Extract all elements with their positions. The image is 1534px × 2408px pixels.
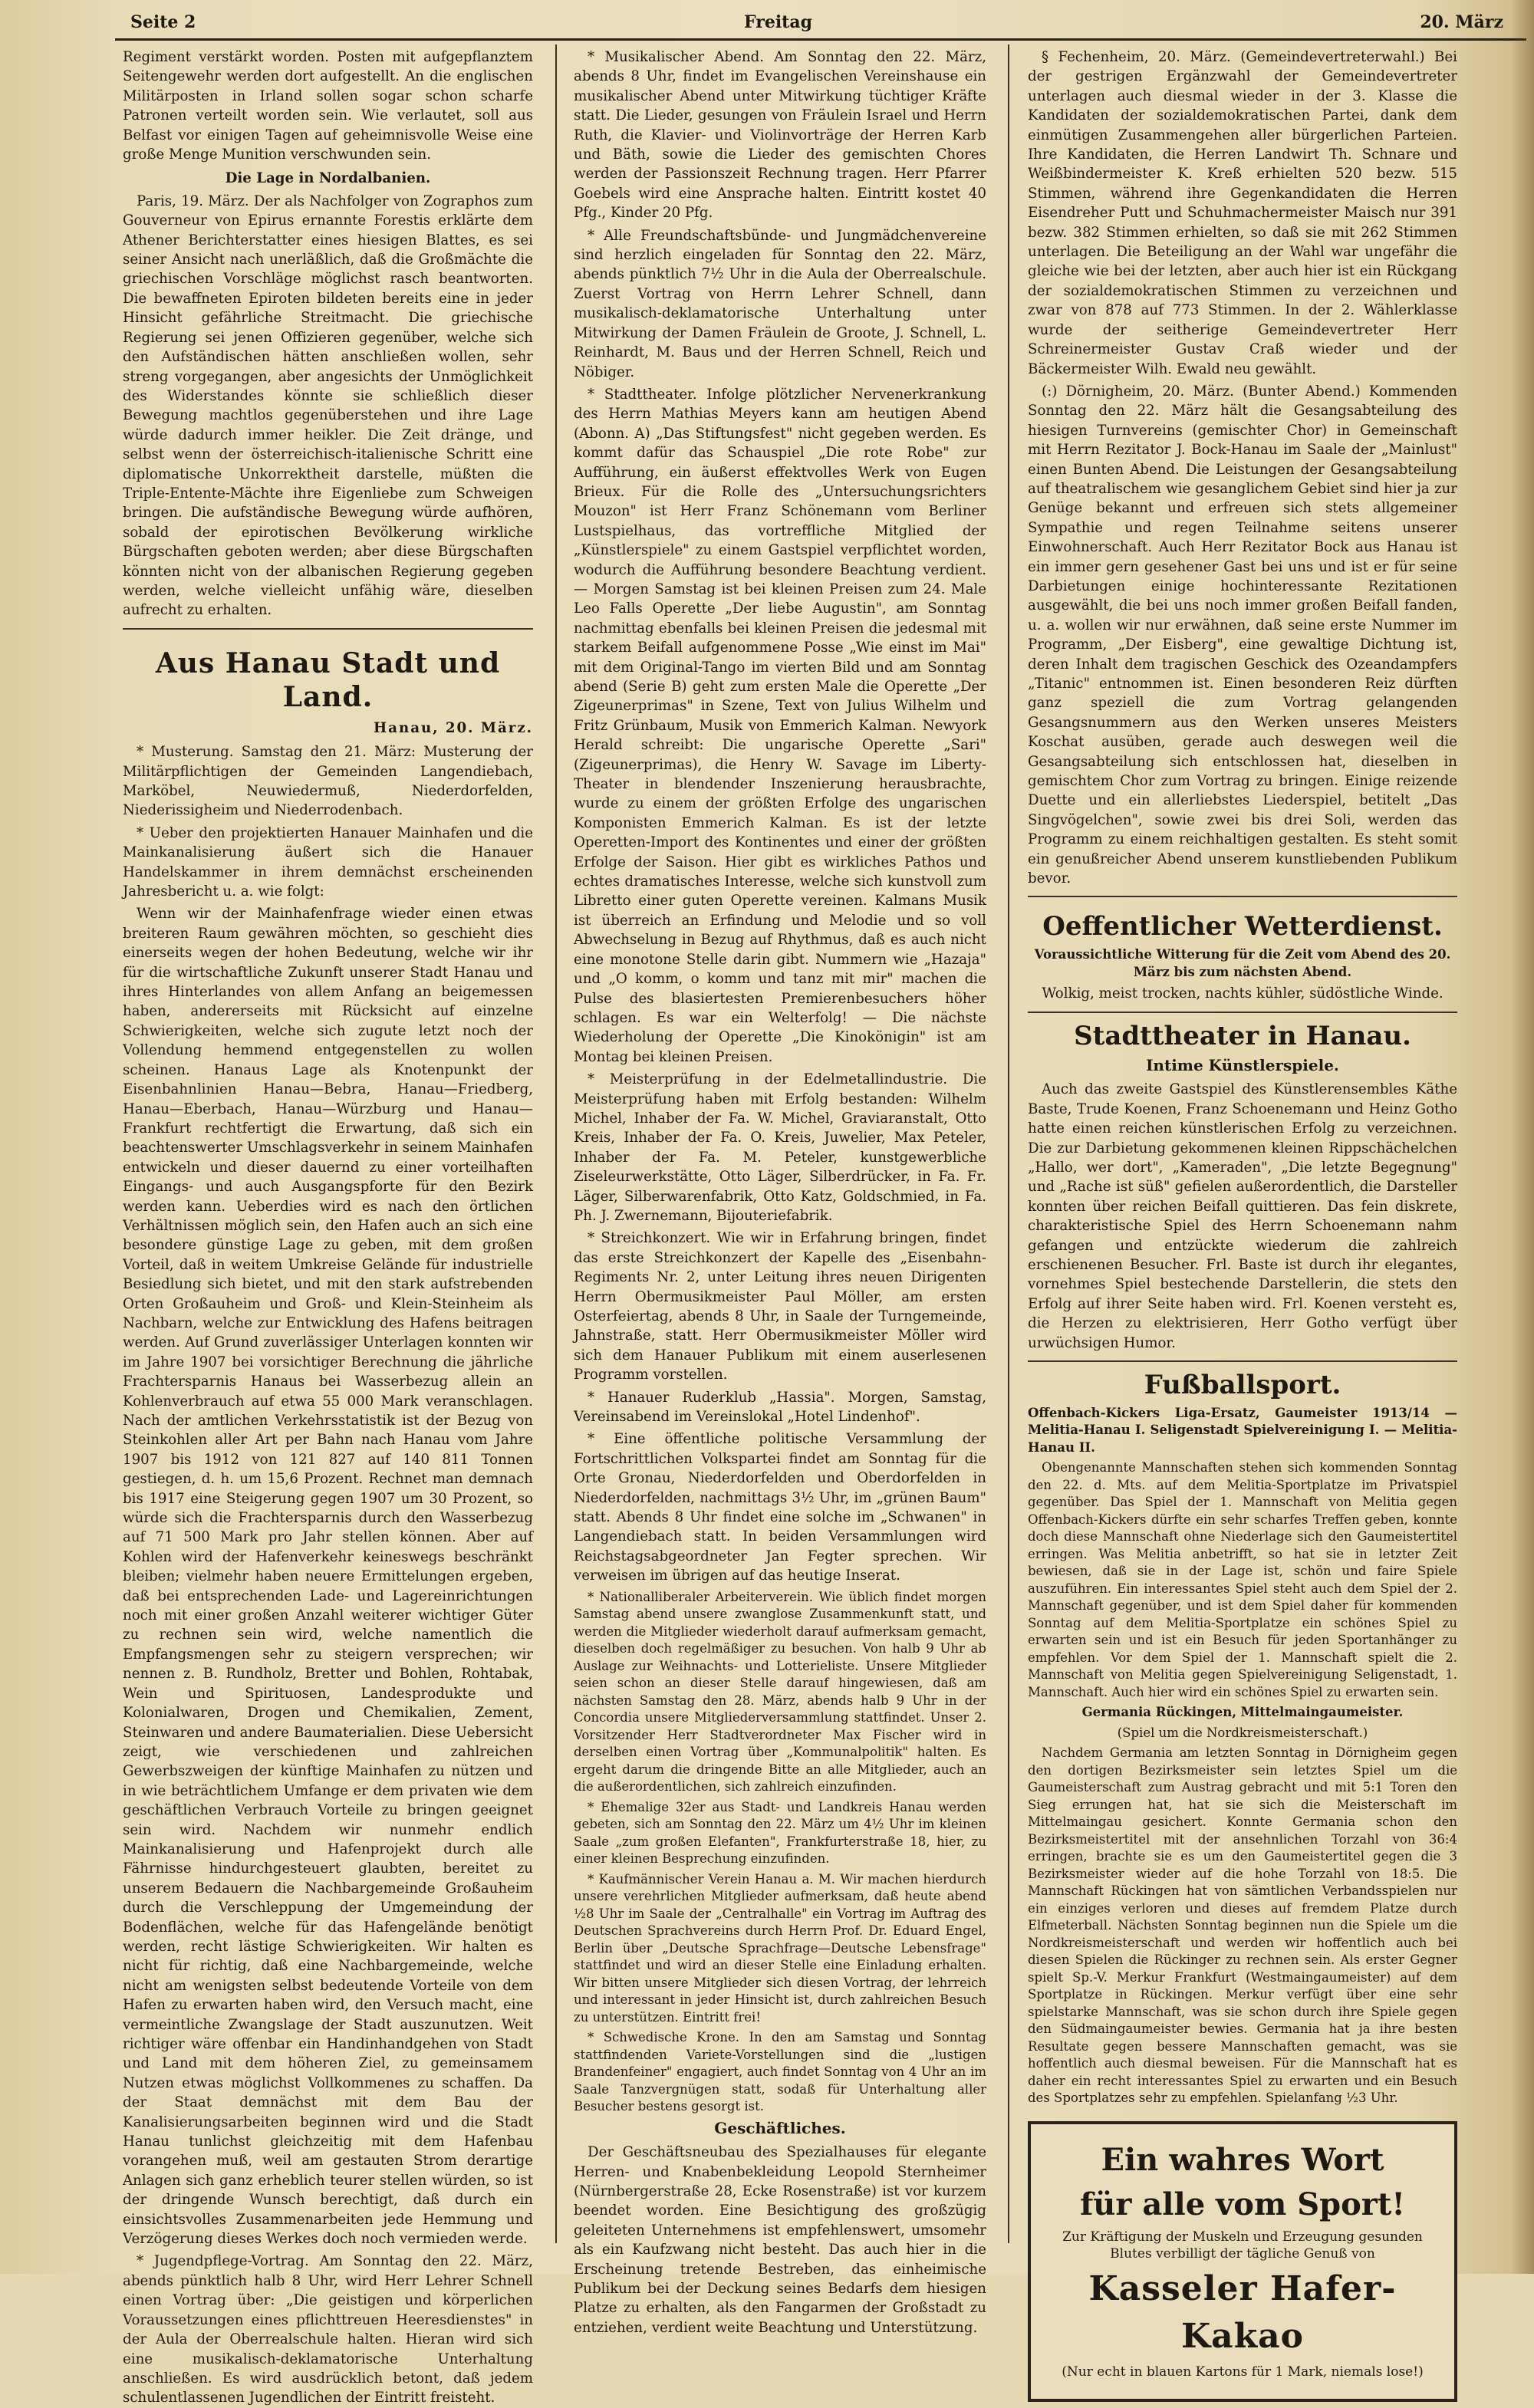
divider <box>123 628 533 630</box>
germania-subtitle: (Spiel um die Nordkreismeisterschaft.) <box>1117 1725 1368 1740</box>
albania-heading: Die Lage in Nordalbanien. <box>225 170 431 187</box>
advertisement <box>1028 2121 1457 2402</box>
ad-footer: (Nur echt in blauen Kartons für 1 Mark, niemals lose!) <box>1062 2364 1424 2380</box>
weather-heading: Oeffentlicher Wetterdienst. <box>1042 911 1443 942</box>
musterung-notice: * Musterung. Samstag den 21. März: Musterung der Militärpflichtigen der Gemeinden Langendiebach, Marköbel, Neuwiedermuß, Niederdorfelden, Niederissigheim und Niederrodenbach. <box>123 744 533 819</box>
sport-fixtures: Offenbach-Kickers Liga-Ersatz, Gaumeister 1913/14 — Melitia-Hanau I. Seligenstadt Spielvereinigung I. — Melitia-Hanau II. <box>1028 1405 1457 1455</box>
column-rule-1 <box>555 44 557 2243</box>
theater-review: Auch das zweite Gastspiel des Künstlerensembles Käthe Baste, Trude Koenen, Franz Schoenemann und Heinz Gotho hatte einen reichen künstlerischen Erfolg zu verzeichnen. Die zur Darbietung gekommenen kleinen Rippschächelchen „Hallo, wer dort", „Kameraden", „Die letzte Begegnung" und „Rache ist süß" gefielen außerordentlich, die Darsteller konnten über reichen Beifall quittieren. Das fein diskrete, charakteristische Spiel des Herrn Schoenemann nahm gefangen und entzückte wiederum die zahlreich erschienenen Besucher. Frl. Baste ist durch ihr elegantes, vornehmes Spiel bestechende Darstellerin, die stets den Erfolg auf ihrer Seite haben wird. Frl. Koenen versteht es, die Herzen zu elektrisieren, Herr Gotho verfügt über urwüchsigen Humor. <box>1028 1081 1457 1351</box>
sport-article: Obengenannte Mannschaften stehen sich kommenden Sonntag den 22. d. Mts. auf dem Melitia-Sportplatze im Privatspiel gegenüber. Das Spiel der 1. Mannschaft von Melitia gegen Offenbach-Kickers dürfte ein sehr scharfes Treffen geben, konnte doch diese Mannschaft ohne Niederlage sich den Gaumeistertitel erringen. Was Melitia anbetrifft, so hat sie in letzter Zeit bewiesen, daß sie in der Lage ist, schön und faire Spiele auszuführen. Ein interessantes Spiel steht auch dem Spiel der 2. Mannschaft gegenüber, und ist dem Spiel daher für kommenden Sonntag auf dem Melitia-Sportplatze ein schönes Spiel zu erwarten sein und ist ein Besuch für jeden Sportanhänger zu empfehlen. Vor dem Spiel der 1. Mannschaft spielt die 2. Mannschaft von Melitia gegen Spielvereinigung Seligenstadt, 1. Mannschaft. Auch hier wird ein schönes Spiel zu erwarten sein. <box>1028 1460 1457 1699</box>
ad-brand: Kasseler Hafer-Kakao <box>1088 2268 1397 2356</box>
theater-subtitle: Intime Künstlerspiele. <box>1146 1055 1339 1074</box>
column-2 <box>574 48 986 2336</box>
business-article: Der Geschäftsneubau des Spezialhauses für elegante Herren- und Knabenbekleidung Leopold Sternheimer (Nürnbergerstraße 28, Ecke Rosenstraße) ist vor kurzem beendet worden. Eine Besichtigung des großzügig geleiteten Unternehmens ist empfehlenswert, umsomehr als ein Kaufzwang nicht besteht. Das auch hier in die Erscheinung tretende Bestreben, das einheimische Publikum bei der Deckung seines Bedarfs dem hiesigen Platze zu erhalten, als den Fangarmen der Großstadt zu entziehen, verdient weite Beachtung und Unterstützung. <box>574 2144 986 2336</box>
news-item: * Stadttheater. Infolge plötzlicher Nervenerkrankung des Herrn Mathias Meyers kann am heutigen Abend (Abonn. A) „Das Stiftungsfest" nicht gegeben werden. Es kommt dafür das Schauspiel „Die rote Robe" zur Aufführung, ein äußerst effektvolles Werk von Eugen Brieux. Für die Rolle des „Untersuchungsrichters Mouzon" ist Herr Franz Schönemann vom Berliner Lustspielhaus, das vortreffliche Mitglied der „Künstlerspiele" zu einem Gastspiel verpflichtet worden, wodurch die Aufführung besondere Beachtung verdient. — Morgen Samstag ist bei kleinen Preisen zum 24. Male Leo Falls Operette „Der liebe Augustin", am Sonntag nachmittag ebenfalls bei kleinen Preisen die jedesmal mit starkem Beifall aufgenommene Posse „Wie einst im Mai" mit dem Original-Tango im vierten Bild und am Sonntag abend (Serie B) geht zum ersten Male die Operette „Der Zigeunerprimas" in Szene, Text von Julius Wilhelm und Fritz Grünbaum, Musik von Emmerich Kalman. Newyork Herald schreibt: Die ungarische Operette „Sari" (Zigeunerprimas), die Henry W. Savage im Liberty-Theater in blendender Inszenierung herausbrachte, wurde zu einem der größten Erfolge des ungarischen Komponisten Emmerich Kalman. Es ist der letzte Operetten-Import des Kontinentes und einer der größten Erfolge der Saison. Hier gibt es wirkliches Pathos und echtes dramatisches Interesse, welche sich kunstvoll zum Libretto einer guten Operette vereinen. Kalmans Musik ist überreich an Erfindung und Melodie und so voll Abwechselung in Bezug auf Rhythmus, daß es auch nicht eine monotone Stelle darin gibt. Nummern wie „Hazaja" und „O komm, o komm und tanz mit mir" machen die Pulse des blasiertesten Premierenbesuchers höher schlagen. Es war ein Welterfolg! — Die nächste Wiederholung der Operette „Die Kinokönigin" ist am Montag bei kleinen Preisen. <box>574 386 986 1065</box>
weather-forecast: Wolkig, meist trocken, nachts kühler, südöstliche Winde. <box>1042 985 1443 1002</box>
small-notice: * Kaufmännischer Verein Hanau a. M. Wir machen hierdurch unsere verehrlichen Mitglieder aufmerksam, daß heute abend ½8 Uhr im Saale der „Centralhalle" ein Vortrag im Auftrag des Deutschen Sprachvereins durch Herrn Prof. Dr. Eduard Engel, Berlin über „Deutsche Sprachfrage—Deutsche Lebensfrage" stattfindet und wird an dieser Stelle eine Einladung erhalten. Wir bitten unsere Mitglieder sich diesen Vortrag, der lehrreich und interessant in jeder Hinsicht ist, durch zahlreichen Besuch zu unterstützen. Eintritt frei! <box>574 1871 986 2025</box>
germania-heading: Germania Rückingen, Mittelmaingaumeister. <box>1081 1705 1404 1720</box>
page-number: Seite 2 <box>130 12 196 32</box>
small-notice: * Schwedische Krone. In den am Samstag und Sonntag stattfindenden Variete-Vorstellungen sind die „lustigen Brandenfeiner" engagiert, auch findet Sonntag von 4 Uhr an im Saale Tanzvergnügen statt, sodaß für Unterhaltung aller Besucher bestens gesorgt ist. <box>574 2030 986 2114</box>
local-report: (:) Dörnigheim, 20. März. (Bunter Abend.) Kommenden Sonntag den 22. März hält die Gesangsabteilung des hiesigen Turnvereins (gemischter Chor) in Gemeinschaft mit Herrn Rezitator J. Bock-Hanau im Saale der „Mainlust" einen Bunten Abend. Die Leistungen der Gesangsabteilung auf theatralischem wie gesanglichem Gebiet sind hier ja zur Genüge bekannt und erfreuen sich stets allgemeiner Sympathie und regen Teilnahme seitens unserer Einwohnerschaft. Auch Herr Rezitator Bock aus Hanau ist ein immer gern gesehener Gast bei uns und ist er für seine Darbietungen einige hochinteressante Rezitationen ausgewählt, die bei uns noch immer großen Beifall fanden, u. a. wollen wir nur erwähnen, daß seine erste Nummer im Programm, „Der Eisberg", eine gewaltige Dichtung ist, deren Inhalt dem tragischen Geschick des Ozeandampfers „Titanic" entnommen ist. Einen besonderen Reiz dürften ganz speziell die zum Vortrag gelangenden Gesangsnummern aus den Werken unseres Meisters Koschat ausüben, gerade auch deswegen weil die Gesangsabteilung sich entschlossen hat, dieselben in gemischtem Chor zum Vortrag zu bringen. Einige reizende Duette und ein allerliebstes Liederspiel, betitelt „Das Singvögelchen", sowie zwei bis drei Soli, werden das Programm zu einem reichhaltigen gestalten. Es steht somit ein genußreicher Abend unserem kunstliebenden Publikum bevor. <box>1028 383 1457 887</box>
albania-report: Paris, 19. März. Der als Nachfolger von Zographos zum Gouverneur von Epirus ernannte Forestis erklärte dem Athener Berichterstatter eines hiesigen Blattes, es sei seiner Ansicht nach unerläßlich, daß die Großmächte die griechischen Vorschläge möglichst rasch beantworten. Die bewaffneten Epiroten bildeten bereits eine in jeder Hinsicht gefährliche Streitmacht. Die griechische Regierung sei jenen Offizieren gegenüber, welche sich den Aufständischen hätten anschließen wollen, sehr streng vorgegangen, aber angesichts der Unmöglichkeit des Widerstandes könnte sie schließlich dieser Bewegung machtlos gegenüberstehen und ihre Lage würde dadurch immer heikler. Die Zeit dränge, und selbst wenn der österreichisch-italienische Schritt eine diplomatische Unkorrektheit darstelle, müßten die Triple-Entente-Mächte ihre Eigenliebe zum Schweigen bringen. Die aufständische Bewegung würde aufhören, sobald der epirotischen Bevölkerung wirkliche Bürgschaften geboten werden; aber diese Bürgschaften könnten nicht von der albanischen Regierung gegeben werden, welche vielleicht unfähig wäre, dieselben aufrecht zu erhalten. <box>123 192 533 619</box>
business-heading: Geschäftliches. <box>714 2118 846 2137</box>
page-edge-shadow <box>1511 0 1534 2274</box>
column-1 <box>123 48 533 2406</box>
section-title: Aus Hanau Stadt und Land. <box>155 646 501 713</box>
column-rule-2 <box>1008 44 1009 2243</box>
news-item: * Streichkonzert. Wie wir in Erfahrung bringen, findet das erste Streichkonzert der Kapelle des „Eisenbahn-Regiments Nr. 2, unter Leitung ihres neuen Dirigenten Herrn Obermusikmeister Paul Möller, am ersten Osterfeiertag, abends 8 Uhr, in Saale der Turngemeinde, Jahnstraße, statt. Herr Obermusikmeister Möller wird sich dem Hanauer Publikum mit einem auserlesenen Programm vorstellen. <box>574 1230 986 1383</box>
news-item: * Musikalischer Abend. Am Sonntag den 22. März, abends 8 Uhr, findet im Evangelischen Vereinshause ein musikalischer Abend unter Mitwirkung tüchtiger Kräfte statt. Die Lieder, gesungen von Fräulein Israel und Herrn Ruth, die Klavier- und Violinvorträge der Herren Karb und Bäth, sowie die Lieder des gemischten Chores werden der Passionszeit Rechnung tragen. Herr Pfarrer Goebels wird eine Ansprache halten. Eintritt kostet 40 Pfg., Kinder 20 Pfg. <box>574 49 986 222</box>
column-3 <box>1028 48 1457 2380</box>
news-item: * Alle Freundschaftsbünde- und Jungmädchenvereine sind herzlich eingeladen für Sonntag den 22. März, abends pünktlich 7½ Uhr in die Aula der Oberrealschule. Zuerst Vortrag von Herrn Lehrer Schnell, dann musikalisch-deklamatorische Unterhaltung unter Mitwirkung der Damen Fräulein de Groote, J. Schnell, L. Reinhardt, M. Baus und der Herren Schnell, Reich und Nöbiger. <box>574 227 986 380</box>
news-item: * Hanauer Ruderklub „Hassia". Morgen, Samstag, Vereinsabend im Vereinslokal „Hotel Lindenhof". <box>574 1389 986 1426</box>
ad-text: Zur Kräftigung der Muskeln und Erzeugung gesunden Blutes verbilligt der tägliche Genuß von <box>1062 2229 1423 2262</box>
divider <box>1028 1012 1457 1013</box>
jugendpflege-notice: * Jugendpflege-Vortrag. Am Sonntag den 22. März, abends pünktlich halb 8 Uhr, wird Herr Lehrer Schnell einen Vortrag über: „Die geistigen und körperlichen Voraussetzungen eines pflichttreuen Heeresdienstes" in der Aula der Oberrealschule halten. Hieran wird sich eine musikalisch-deklamatorische Unterhaltung anschließen. Es wird ausdrücklich betont, daß jedem schulentlassenen Jugendlichen der Eintritt freisteht. <box>123 2253 533 2406</box>
news-item: * Eine öffentliche politische Versammlung der Fortschrittlichen Volkspartei findet am Sonntag für die Orte Gronau, Niederdorfelden und Oberdorfelden in Niederdorfelden, nachmittags 3½ Uhr, im „grünen Baum" statt. Abends 8 Uhr findet eine solche im „Schwanen" in Langendiebach statt. In beiden Versammlungen wird Reichstagsabgeordneter Jan Fegter sprechen. Wir verweisen im übrigen auf das heutige Inserat. <box>574 1431 986 1584</box>
mainhafen-article: Wenn wir der Mainhafenfrage wieder einen etwas breiteren Raum gewähren möchten, so geschieht dies einerseits wegen der hohen Bedeutung, welche wir ihr für die wirtschaftliche Zukunft unserer Stadt Hanau und ihres Hinterlandes von allem Anfang an beigemessen haben, andererseits mit Rücksicht auf einzelne Schwierigkeiten, welche sich zugute letzt noch der Vollendung hemmend entgegenstellen zu wollen scheinen. Hanaus Lage als Knotenpunkt der Eisenbahnlinien Hanau—Bebra, Hanau—Friedberg, Hanau—Eberbach, Hanau—Würzburg und Hanau—Frankfurt rechtfertigt die Erwartung, daß sich ein beachtenswerter Umschlagsverkehr in seinem Mainhafen entwickeln und dieser dauernd zu einer vorteilhaften Eingangs- und auch Ausgangspforte für den Bezirk werden kann. Ueberdies wird es nach den örtlichen Verhältnissen möglich sein, den Hafen auch an sich eine besondere günstige Lage zu geben, mit dem großen Vorteil, daß in weitem Umkreise Gelände für industrielle Besiedlung sich bietet, und mit den stark aufstrebenden Orten Großauheim und Groß- und Klein-Steinheim als Nachbarn, welche zur Entwicklung des Hafens beitragen werden. Auf Grund zuverlässiger Unterlagen konnten wir im Jahre 1907 bei vorsichtiger Berechnung die jährliche Frachtersparnis Hanaus bei Wasserbezug allein an Kohlenverbrauch auf etwa 55 000 Mark veranschlagen. Nach der amtlichen Verkehrsstatistik ist der Bezug von Steinkohlen aller Art per Bahn nach Hanau vom Jahre 1907 bis 1912 von 121 827 auf 140 811 Tonnen gestiegen, d. h. um 15,6 Prozent. Rechnet man demnach bis 1917 eine Steigerung gegen 1907 um 30 Prozent, so würde sich die Frachtersparnis durch den Wasserbezug auf 71 500 Mark pro Jahr stellen können. Aber auf Kohlen wird der Hafenverkehr keineswegs beschränkt bleiben; vielmehr haben neuere Ermittelungen ergeben, daß bei entsprechenden Lade- und Lagereinrichtungen noch mit einer großen Anzahl weiterer wichtiger Güter zu rechnen sein wird, welche namentlich die Empfangsmengen sehr zu steigern versprechen; wir nennen z. B. Rundholz, Bretter und Bohlen, Rohtabak, Wein und Spirituosen, Landesprodukte und Kolonialwaren, Drogen und Chemikalien, Zement, Steinwaren und andere Baumaterialien. Diese Uebersicht zeigt, wie verschiedenen und zahlreichen Gewerbszweigen der künftige Mainhafen zu nützen und in wie beträchtlichem Umfange er dem privaten wie dem geschäftlichen Verbrauch Vorteile zu bringen geeignet sein wird. Nachdem wir nunmehr endlich Mainkanalisierung und Hafenprojekt durch alle Fährnisse hindurchgesteuert glaubten, bereitet zu unserem Bedauern die Nachbargemeinde Großauheim durch die Verschleppung der Umgemeindung der Bodenflächen, welche für das Hafengelände benötigt werden, recht lästige Schwierigkeiten. Wir halten es nicht für richtig, daß eine Nachbargemeinde, welche nicht am wenigsten selbst bedeutende Vorteile von dem Hafen zu erwarten haben wird, den Versuch macht, eine vermeintliche Zwangslage der Stadt auszunutzen. Weit richtiger wäre offenbar ein Handinhandgehen von Stadt und Land mit dem höheren Ziel, zu gemeinsamem Nutzen etwas möglichst Vollkommenes zu schaffen. Da der Staat demnächst mit dem Bau der Kanalisierungsarbeiten beginnen wird und die Stadt Hanau tunlichst gleichzeitig mit dem Hafenbau vorangehen muß, weil am gestauten Strom derartige Anlagen sich ganz erheblich teurer stellen würden, so ist der dringende Wunsch berechtigt, daß durch ein einsichtsvolles Zusammenarbeiten jede Hemmung und Verzögerung dieses Werkes doch noch vermieden werde. <box>123 906 533 2248</box>
divider <box>1028 1360 1457 1362</box>
issue-date: 20. März <box>1420 12 1503 32</box>
ireland-report: Regiment verstärkt worden. Posten mit aufgepflanztem Seitengewehr werden dort aufgestellt. An die englischen Militärposten in Irland sollen sogar schon scharfe Patronen verteilt worden sein. Wie verlautet, soll aus Belfast vor einigen Tagen auf geheimnisvolle Weise eine große Menge Munition verschwunden sein. <box>123 49 533 163</box>
page-header <box>115 8 1526 41</box>
local-report: § Fechenheim, 20. März. (Gemeindevertreterwahl.) Bei der gestrigen Ergänzwahl der Gemeindevertreter unterlagen auch diesmal wieder in der 3. Klasse die Kandidaten der sozialdemokratischen Partei, dank dem einmütigen Zusammengehen aller bürgerlichen Parteien. Ihre Kandidaten, die Herren Landwirt Th. Schnare und Weißbindermeister K. Kreß erhielten 520 bezw. 515 Stimmen, während ihre Gegenkandidaten die Herren Eisendreher Putt und Schuhmachermeister Maisch nur 391 bezw. 382 Stimmen erhielten, so daß sie mit 262 Stimmen unterlagen. Die Beteiligung an der Wahl war ungefähr die gleiche wie bei der letzten, aber auch hier ist ein Rückgang der sozialdemokratischen Stimmen zu verzeichnen und zwar von 878 auf 773 Stimmen. In der 2. Wählerklasse wurde der seitherige Gemeindevertreter Herr Schreinermeister Gustav Craß wieder und der Bäckermeister Wilh. Ewald neu gewählt. <box>1028 49 1457 377</box>
weather-subtitle: Voraussichtliche Witterung für die Zeit vom Abend des 20. März bis zum nächsten Abend. <box>1034 947 1451 979</box>
small-notice: * Ehemalige 32er aus Stadt- und Landkreis Hanau werden gebeten, sich am Sonntag den 22. März um 4½ Uhr im kleinen Saale „zum großen Elefanten", Frankfurterstraße 18, hier, zu einer kleinen Besprechung einzufinden. <box>574 1799 986 1867</box>
dateline: Hanau, 20. März. <box>374 719 533 736</box>
ad-headline: Ein wahres Wort <box>1101 2141 1384 2178</box>
divider <box>1028 896 1457 897</box>
theater-heading: Stadttheater in Hanau. <box>1074 1020 1411 1051</box>
sport-heading: Fußballsport. <box>1144 1369 1341 1400</box>
mainhafen-intro: * Ueber den projektierten Hanauer Mainhafen und die Mainkanalisierung äußert sich die Hanauer Handelskammer in ihrem demnächst erscheinenden Jahresbericht u. a. wie folgt: <box>123 824 533 900</box>
ad-headline-2: für alle vom Sport! <box>1080 2186 1405 2222</box>
germania-article: Nachdem Germania am letzten Sonntag in Dörnigheim gegen den dortigen Bezirksmeister sein letztes Spiel um die Gaumeisterschaft zum Austrag gebracht und mit 5:1 Toren den Sieg errungen hat, hat sie sich die Meisterschaft im Mittelmaingau gesichert. Konnte Germania schon den Bezirksmeistertitel mit der ansehnlichen Torzahl von 36:4 erringen, brachte sie es um den Gaumeistertitel gegen die 3 Bezirksmeister wieder auf die hohe Torzahl von 18:5. Die Mannschaft Rückingen hat von sämtlichen Verbandsspielen nur ein einziges verloren und dieses auf fremdem Platze durch Elfmeterball. Nächsten Sonntag beginnen nun die Spiele um die Nordkreismeisterschaft und werden wir hoffentlich auch bei diesen Spielen die Rückinger zu rechnen sein. Als erster Gegner spielt Sp.-V. Merkur Frankfurt (Westmaingaumeister) auf dem Sportplatze in Rückingen. Merkur verfügt über eine sehr spielstarke Mannschaft, was sie schon durch ihre Spiele gegen den Südmaingaumeister bewies. Germania hat ja ihre besten Resultate gegen bessere Mannschaften gemacht, was sie hoffentlich auch diesmal beweisen. Für die Mannschaft hat es daher ein recht interessantes Spiel zu erwarten und ein Besuch des Sportplatzes sehr zu empfehlen. Spielanfang ½3 Uhr. <box>1028 1745 1457 2106</box>
weekday: Freitag <box>744 12 812 32</box>
small-notice: * Nationalliberaler Arbeiterverein. Wie üblich findet morgen Samstag abend unsere zwanglose Zusammenkunft statt, und werden die Mitglieder wiederholt darauf aufmerksam gemacht, dieselben doch regelmäßiger zu besuchen. Von halb 9 Uhr ab Auslage zur Weihnachts- und Lotterieliste. Unsere Mitglieder seien schon an dieser Stelle darauf hingewiesen, daß am nächsten Samstag den 28. März, abends halb 9 Uhr in der Concordia unsere Mitgliederversammlung stattfindet. Unser 2. Vorsitzender Herr Stadtverordneter Max Fischer wird in derselben einen Vortrag über „Kommunalpolitik" halten. Es ergeht darum die dringende Bitte an alle Mitglieder, auch an die außerordentlichen, sich zahlreich einzufinden. <box>574 1589 986 1794</box>
news-item: * Meisterprüfung in der Edelmetallindustrie. Die Meisterprüfung haben mit Erfolg bestanden: Wilhelm Michel, Inhaber der Fa. W. Michel, Graviaranstalt, Otto Kreis, Inhaber der Fa. O. Kreis, Juwelier, Max Peteler, Inhaber der Fa. M. Peteler, kunstgewerbliche Ziseleurwerkstätte, Otto Läger, Silberdrücker, in Fa. Fr. Läger, Silberwarenfabrik, Otto Katz, Goldschmied, in Fa. Ph. J. Zwernemann, Bijouteriefabrik. <box>574 1071 986 1224</box>
